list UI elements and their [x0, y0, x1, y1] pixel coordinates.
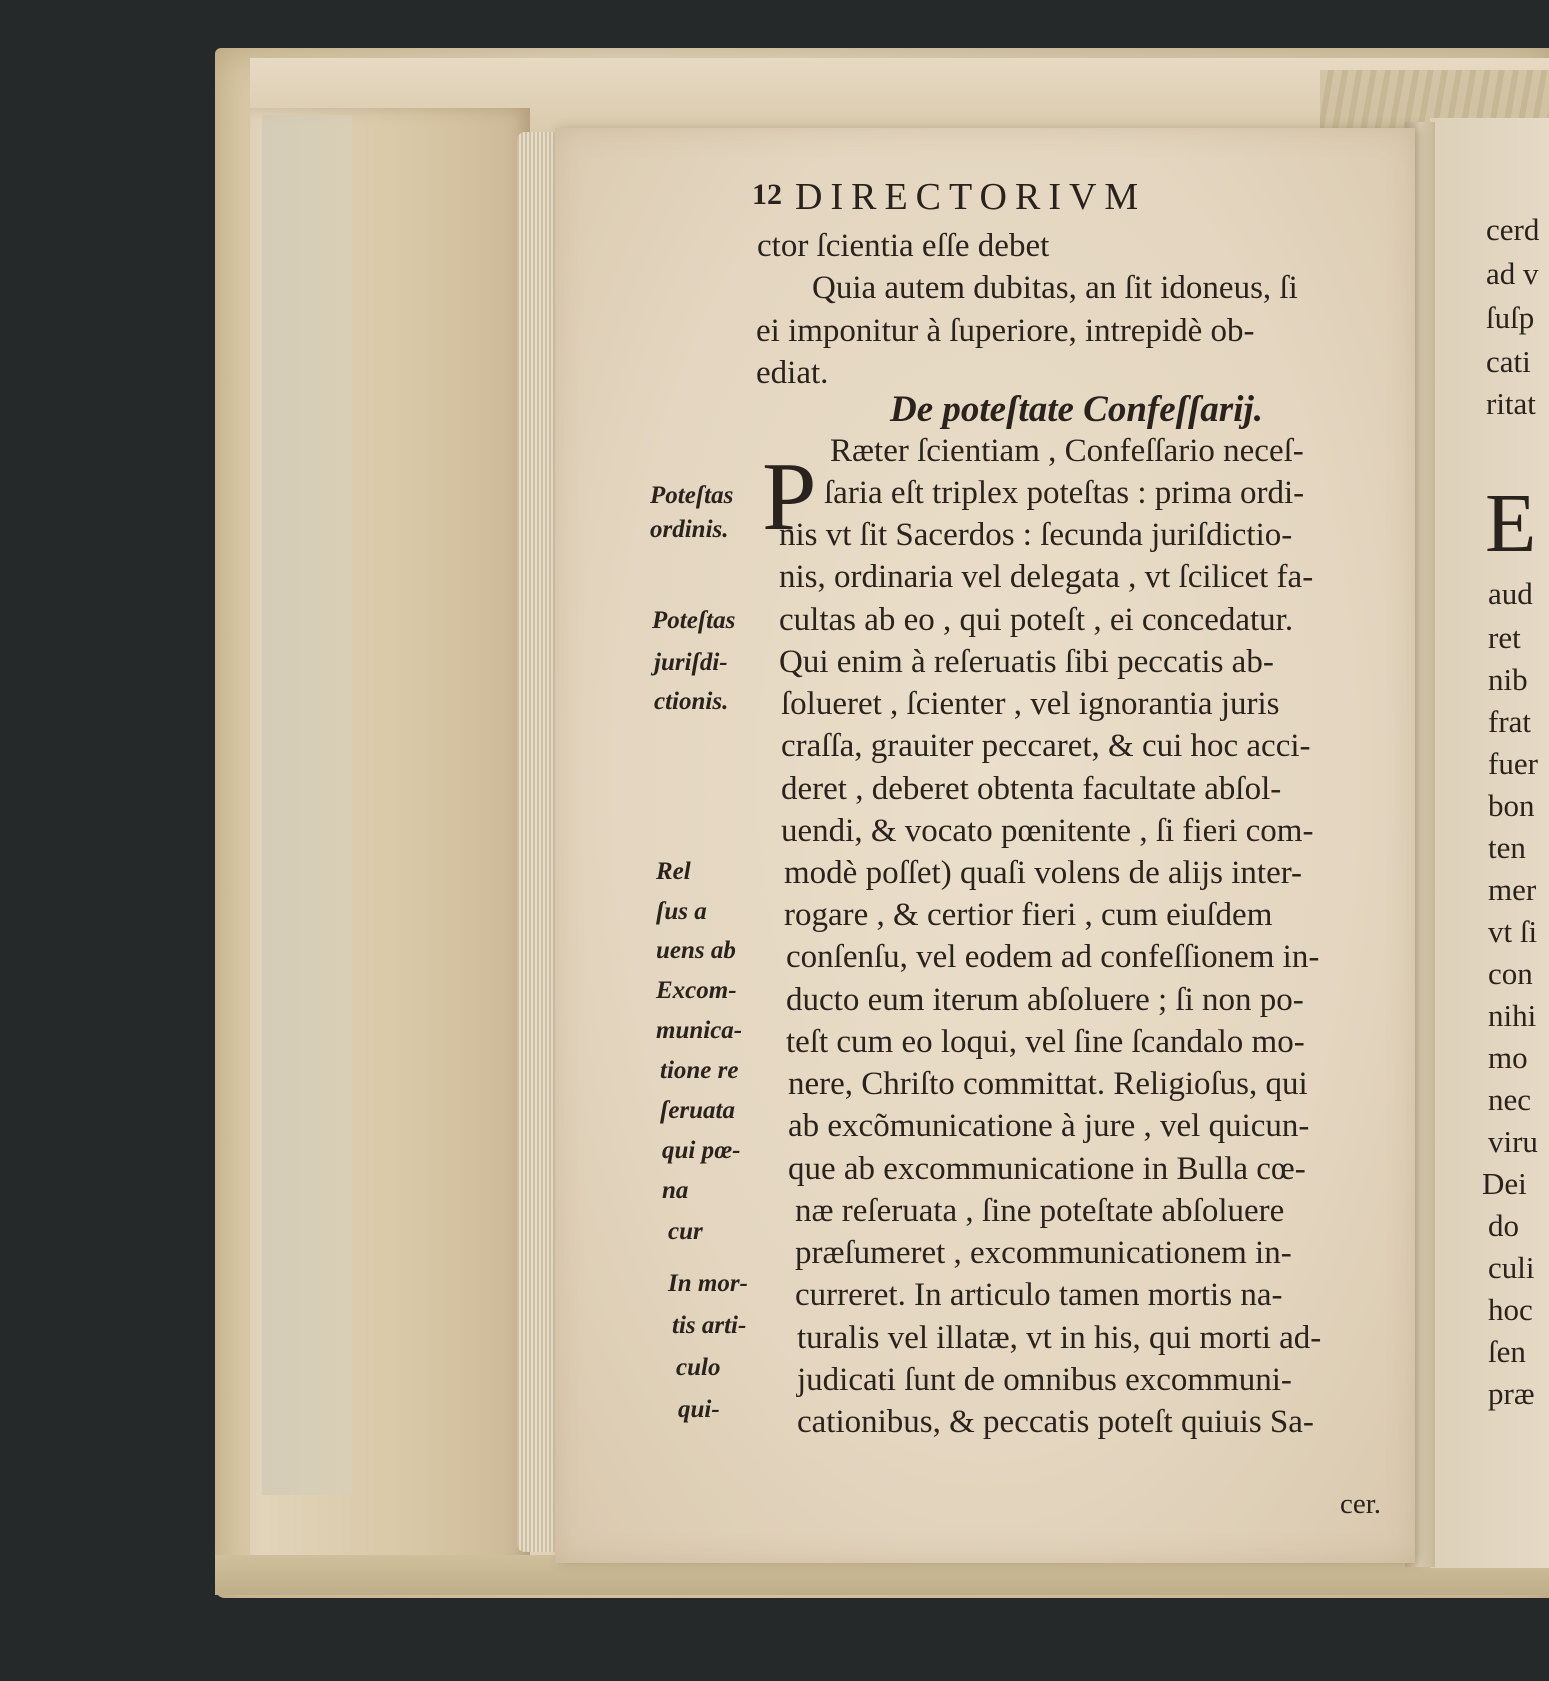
facing-line: do — [1488, 1208, 1519, 1243]
text-line: nis, ordinaria vel delegata , vt ſcilicet fa- — [779, 559, 1314, 595]
margin-note: qui- — [678, 1396, 720, 1423]
facing-line: viru — [1488, 1124, 1538, 1159]
margin-note: tis arti- — [672, 1312, 747, 1339]
margin-note: qui pœ- — [662, 1137, 741, 1164]
facing-line: nihi — [1488, 998, 1537, 1033]
text-line: ſolueret , ſcienter , vel ignorantia juris — [781, 686, 1280, 722]
text-line: ei imponitur à ſuperiore, intrepidè ob- — [756, 313, 1255, 349]
facing-line: bon — [1488, 788, 1535, 823]
margin-note: Poteſtas — [652, 607, 736, 634]
margin-note: culo — [676, 1354, 721, 1381]
margin-note: ctionis. — [654, 688, 729, 715]
margin-note: ſus a — [656, 898, 707, 925]
catchword: cer. — [1340, 1488, 1382, 1520]
text-line: cationibus, & peccatis poteſt quiuis Sa- — [797, 1404, 1314, 1440]
text-line: uendi, & vocato pœnitente , ſi fieri com- — [781, 813, 1314, 849]
running-head: DIRECTORIVM — [795, 176, 1147, 218]
margin-note: Poteſtas — [650, 482, 734, 509]
facing-line: ten — [1488, 830, 1526, 865]
page-number: 12 — [752, 178, 782, 211]
facing-line: ad v — [1486, 256, 1539, 291]
text-line: Qui enim à reſeruatis ſibi peccatis ab- — [779, 644, 1274, 680]
text-line: ducto eum iterum abſoluere ; ſi non po- — [786, 982, 1304, 1018]
margin-note: tione re — [660, 1057, 739, 1084]
facing-line: cati — [1486, 344, 1531, 379]
text-line: curreret. In articulo tamen mortis na- — [795, 1277, 1283, 1313]
margin-note: ordinis. — [650, 516, 729, 543]
text-line: Quia autem dubitas, an ſit idoneus, ſi — [812, 270, 1298, 306]
drop-cap: P — [762, 443, 817, 551]
text-line: ctor ſcientia eſſe debet — [757, 228, 1050, 264]
facing-line: ſuſp — [1486, 300, 1535, 335]
margin-note: In mor- — [668, 1270, 748, 1297]
margin-note: ſeruata — [660, 1097, 735, 1124]
facing-line: mo — [1488, 1040, 1528, 1075]
text-line: turalis vel illatæ, vt in his, qui morti ad- — [797, 1320, 1322, 1356]
text-line: que ab excommunicatione in Bulla cœ- — [788, 1151, 1306, 1187]
facing-line: mer — [1488, 872, 1537, 907]
text-line: nere, Chriſto committat. Religioſus, qui — [788, 1066, 1308, 1102]
facing-line: vt ſi — [1488, 914, 1538, 949]
text-line: præſumeret , excommunicationem in- — [795, 1235, 1292, 1271]
text-line: Ræter ſcientiam , Confeſſario neceſ- — [830, 433, 1304, 469]
text-line: teſt cum eo loqui, vel ſine ſcandalo mo- — [786, 1024, 1305, 1060]
facing-line: ſen — [1488, 1334, 1526, 1369]
text-line: deret , deberet obtenta facultate abſol- — [781, 771, 1282, 807]
facing-line: culi — [1488, 1250, 1535, 1285]
section-title: De poteſtate Confeſſarij. — [890, 389, 1263, 430]
facing-line: Dei — [1482, 1166, 1527, 1201]
margin-note: uens ab — [656, 937, 736, 964]
facing-drop-cap: E — [1485, 477, 1537, 570]
text-line: craſſa, grauiter peccaret, & cui hoc acci- — [781, 728, 1311, 764]
text-line: nis vt ſit Sacerdos : ſecunda juriſdictio- — [779, 517, 1293, 553]
facing-line: cerd — [1486, 212, 1540, 247]
margin-note: munica- — [656, 1017, 743, 1044]
text-line: conſenſu, vel eodem ad confeſſionem in- — [786, 939, 1320, 975]
facing-line: nib — [1488, 662, 1528, 697]
text-line: ſaria eſt triplex poteſtas : prima ordi- — [824, 475, 1305, 511]
text-line: næ reſeruata , ſine poteſtate abſoluere — [795, 1193, 1285, 1229]
flap-fold — [262, 115, 352, 1495]
facing-line: con — [1488, 956, 1533, 991]
margin-note: juriſdi- — [654, 649, 728, 676]
facing-line: fuer — [1488, 746, 1538, 781]
text-line: cultas ab eo , qui poteſt , ei concedatur. — [779, 602, 1294, 638]
facing-line: ret — [1488, 620, 1521, 655]
margin-note: cur — [668, 1218, 703, 1245]
text-line: ab excõmunicatione à jure , vel quicun- — [788, 1108, 1310, 1144]
facing-line: ritat — [1486, 386, 1536, 421]
text-line: ediat. — [756, 355, 829, 391]
text-line: judicati ſunt de omnibus excommuni- — [797, 1362, 1292, 1398]
margin-note: Rel — [656, 858, 691, 885]
facing-line: nec — [1488, 1082, 1532, 1117]
margin-note: Excom- — [656, 977, 737, 1004]
facing-line: hoc — [1488, 1292, 1533, 1327]
facing-line: aud — [1488, 576, 1533, 611]
text-line: modè poſſet) quaſi volens de alijs inter- — [784, 855, 1303, 891]
facing-line: frat — [1488, 704, 1532, 739]
facing-line: præ — [1488, 1376, 1535, 1411]
margin-note: na — [662, 1177, 689, 1204]
text-line: rogare , & certior fieri , cum eiuſdem — [784, 897, 1273, 933]
